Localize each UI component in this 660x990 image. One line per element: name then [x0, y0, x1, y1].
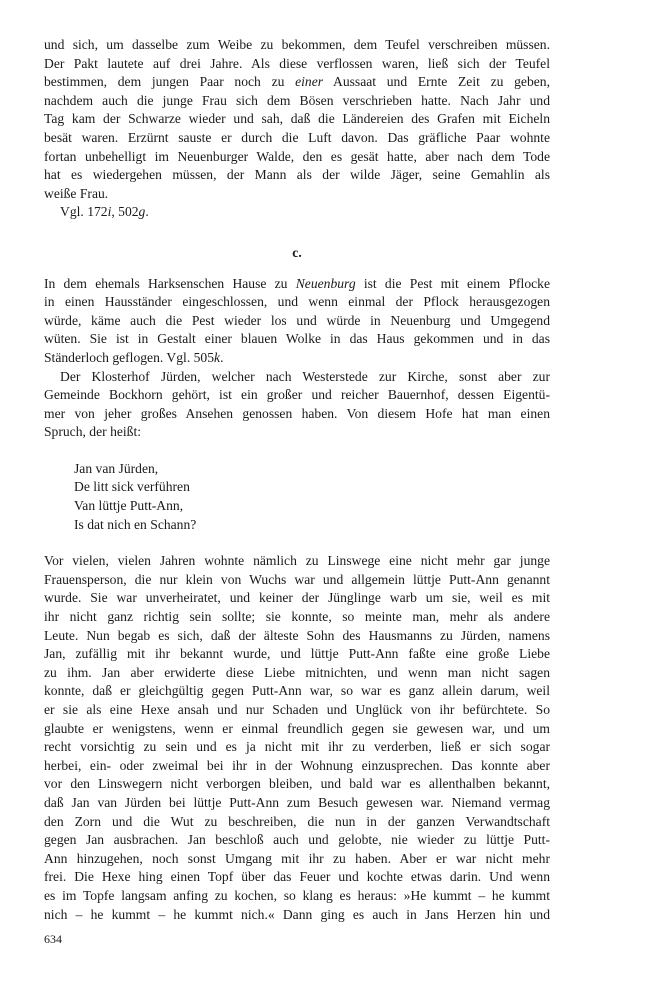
text-line: nachdem auch die junge Frau sich dem Bösen verschrieben hatte. Nach Jahr und — [44, 92, 550, 108]
paragraph-4 — [44, 552, 550, 924]
text-line: Der Pakt lautete auf drei Jahre. Als diese verflossen waren, ließ sich der Teufel — [44, 55, 550, 71]
text-line: ihr nicht ganz richtig sein sollte; sie konnte, so meinte man, mehr als andere — [44, 609, 550, 625]
text-line: in einen Hausständer eingeschlossen, und wenn einmal der Pflock herausgezogen — [44, 294, 550, 310]
spacer — [44, 534, 550, 552]
text-line: Tag kam der Schwarze wieder und sah, daß die Ländereien des Grafen mit Eicheln — [44, 111, 550, 127]
text-line: wurde. Sie war unverheiratet, und keiner der Jünglinge warb um sie, weil es mit — [44, 590, 550, 606]
text-line: Frauensperson, die nur klein von Wuchs war und allgemein lüttje Putt-Ann genannt — [44, 571, 550, 587]
page-number: 634 — [44, 932, 62, 946]
text-line: frei. Die Hexe hing einen Topf über das Feuer und kochte etwas darin. Und wenn — [44, 869, 550, 885]
text-line: würde, käme auch die Pest wieder los und würde in Neuenburg und Umgegend — [44, 312, 550, 328]
text-line: fortan unbehelligt im Neuenburger Walde, den es gesät hatte, aber nach dem Tode — [44, 148, 550, 164]
spacer — [44, 263, 550, 275]
text-line: bestimmen, dem jungen Paar noch zu einer Aussaat und Ernte Zeit zu geben, — [44, 74, 550, 90]
text-line: Ann hinzugehen, noch sonst Umgang mit ihr zu haben. Aber er war nicht mehr — [44, 850, 550, 866]
text-line: weiße Frau. — [44, 185, 109, 201]
text-line: recht vorsichtig zu sein und es ja nicht mit ihr zu verderben, ließ er sich sogar — [44, 739, 550, 755]
text-line: es im Topfe langsam anfing zu kochen, so klang es heraus: »He kummt – he kummt — [44, 887, 550, 903]
text-line: daß Jan van Jürden bei lüttje Putt-Ann zum Besuch gewesen war. Niemand vermag — [44, 794, 550, 810]
spacer — [44, 222, 550, 244]
verse-line: Is dat nich en Schann? — [74, 516, 197, 532]
text-line: gegen Jan ausbrachen. Jan beschloß auch und gelobte, nie wieder zu lüttje Putt- — [44, 832, 550, 848]
page-body — [44, 36, 550, 924]
paragraph-3 — [44, 368, 550, 442]
text-line: In dem ehemals Harksenschen Hause zu Neuenburg ist die Pest mit einem Pflocke — [44, 275, 550, 291]
spacer — [44, 442, 550, 460]
paragraph-2 — [44, 275, 550, 368]
text-line: mer von jeher großes Ansehen genossen haben. Von diesem Hofe hat man einen — [44, 405, 550, 421]
verse-line: Van lüttje Putt-Ann, — [74, 498, 184, 514]
text-line: er sie als eine Hexe ansah und nur Schaden und Unglück von ihr befürchtete. So — [44, 702, 550, 717]
text-line: Leute. Nun begab es sich, daß der älteste Sohn des Hausmanns zu Jürden, namens — [44, 627, 550, 643]
text-line: Ständerloch geflogen. Vgl. 505k. — [44, 349, 224, 365]
verse-line: De litt sick verführen — [74, 479, 190, 495]
paragraph-1 — [44, 36, 550, 203]
text-line: wüten. Sie ist in Gestalt einer blauen Wolke in das Haus gekommen und in das — [44, 331, 550, 347]
text-line: Gemeinde Bockhorn gehört, ist ein großer und reicher Bauernhof, dessen Eigentü- — [44, 387, 550, 403]
text-line: konnte, daß er gleichgültig gegen Putt-Ann war, so war es ganz allein darum, weil — [44, 683, 550, 699]
text-line: Jan, zufällig mit ihr bekannt wurde, und lüttje Putt-Ann faßte eine große Liebe — [44, 646, 550, 662]
text-line: glaubte er wenigstens, wenn er einmal freundlich gegen sie gewesen war, und um — [44, 720, 550, 736]
section-heading: c. — [292, 244, 302, 260]
text-line: Vor vielen, vielen Jahren wohnte nämlich zu Linswege eine nicht mehr gar junge — [44, 553, 550, 569]
text-line: Der Klosterhof Jürden, welcher nach Westerstede zur Kirche, sonst aber zur — [60, 368, 550, 384]
text-line: zu ihm. Jan aber erwiderte diese Liebe mitnichten, und wenn man nicht sagen — [44, 664, 550, 680]
text-line: besät waren. Erzürnt sauste er durch die Luft davon. Das gräfliche Paar wohnte — [44, 129, 550, 145]
verse-block — [44, 460, 550, 534]
text-line: herbei, ein- oder zweimal bei ihr in der Wohnung einzusprechen. Das konnte aber — [44, 757, 550, 773]
cross-reference: Vgl. 172i, 502g. — [60, 204, 149, 220]
text-line: nich – he kummt – he kummt nich.« Dann ging es auch in Jans Herzen hin und — [44, 906, 550, 922]
text-line: vor den Linswegern nicht verborgen bleiben, und bald war es allenthalben bekannt, — [44, 776, 550, 792]
verse-line: Jan van Jürden, — [74, 460, 159, 476]
text-line: hat es wiedergehen müssen, der Mann als der wilde Jäger, seine Gemahlin als — [44, 167, 550, 183]
text-line: den Zorn und die Wut zu beschreiben, die nun in der ganzen Verwandtschaft — [44, 813, 550, 829]
text-line: Spruch, der heißt: — [44, 424, 142, 440]
text-line: und sich, um dasselbe zum Weibe zu bekommen, dem Teufel verschreiben müssen. — [44, 37, 550, 52]
